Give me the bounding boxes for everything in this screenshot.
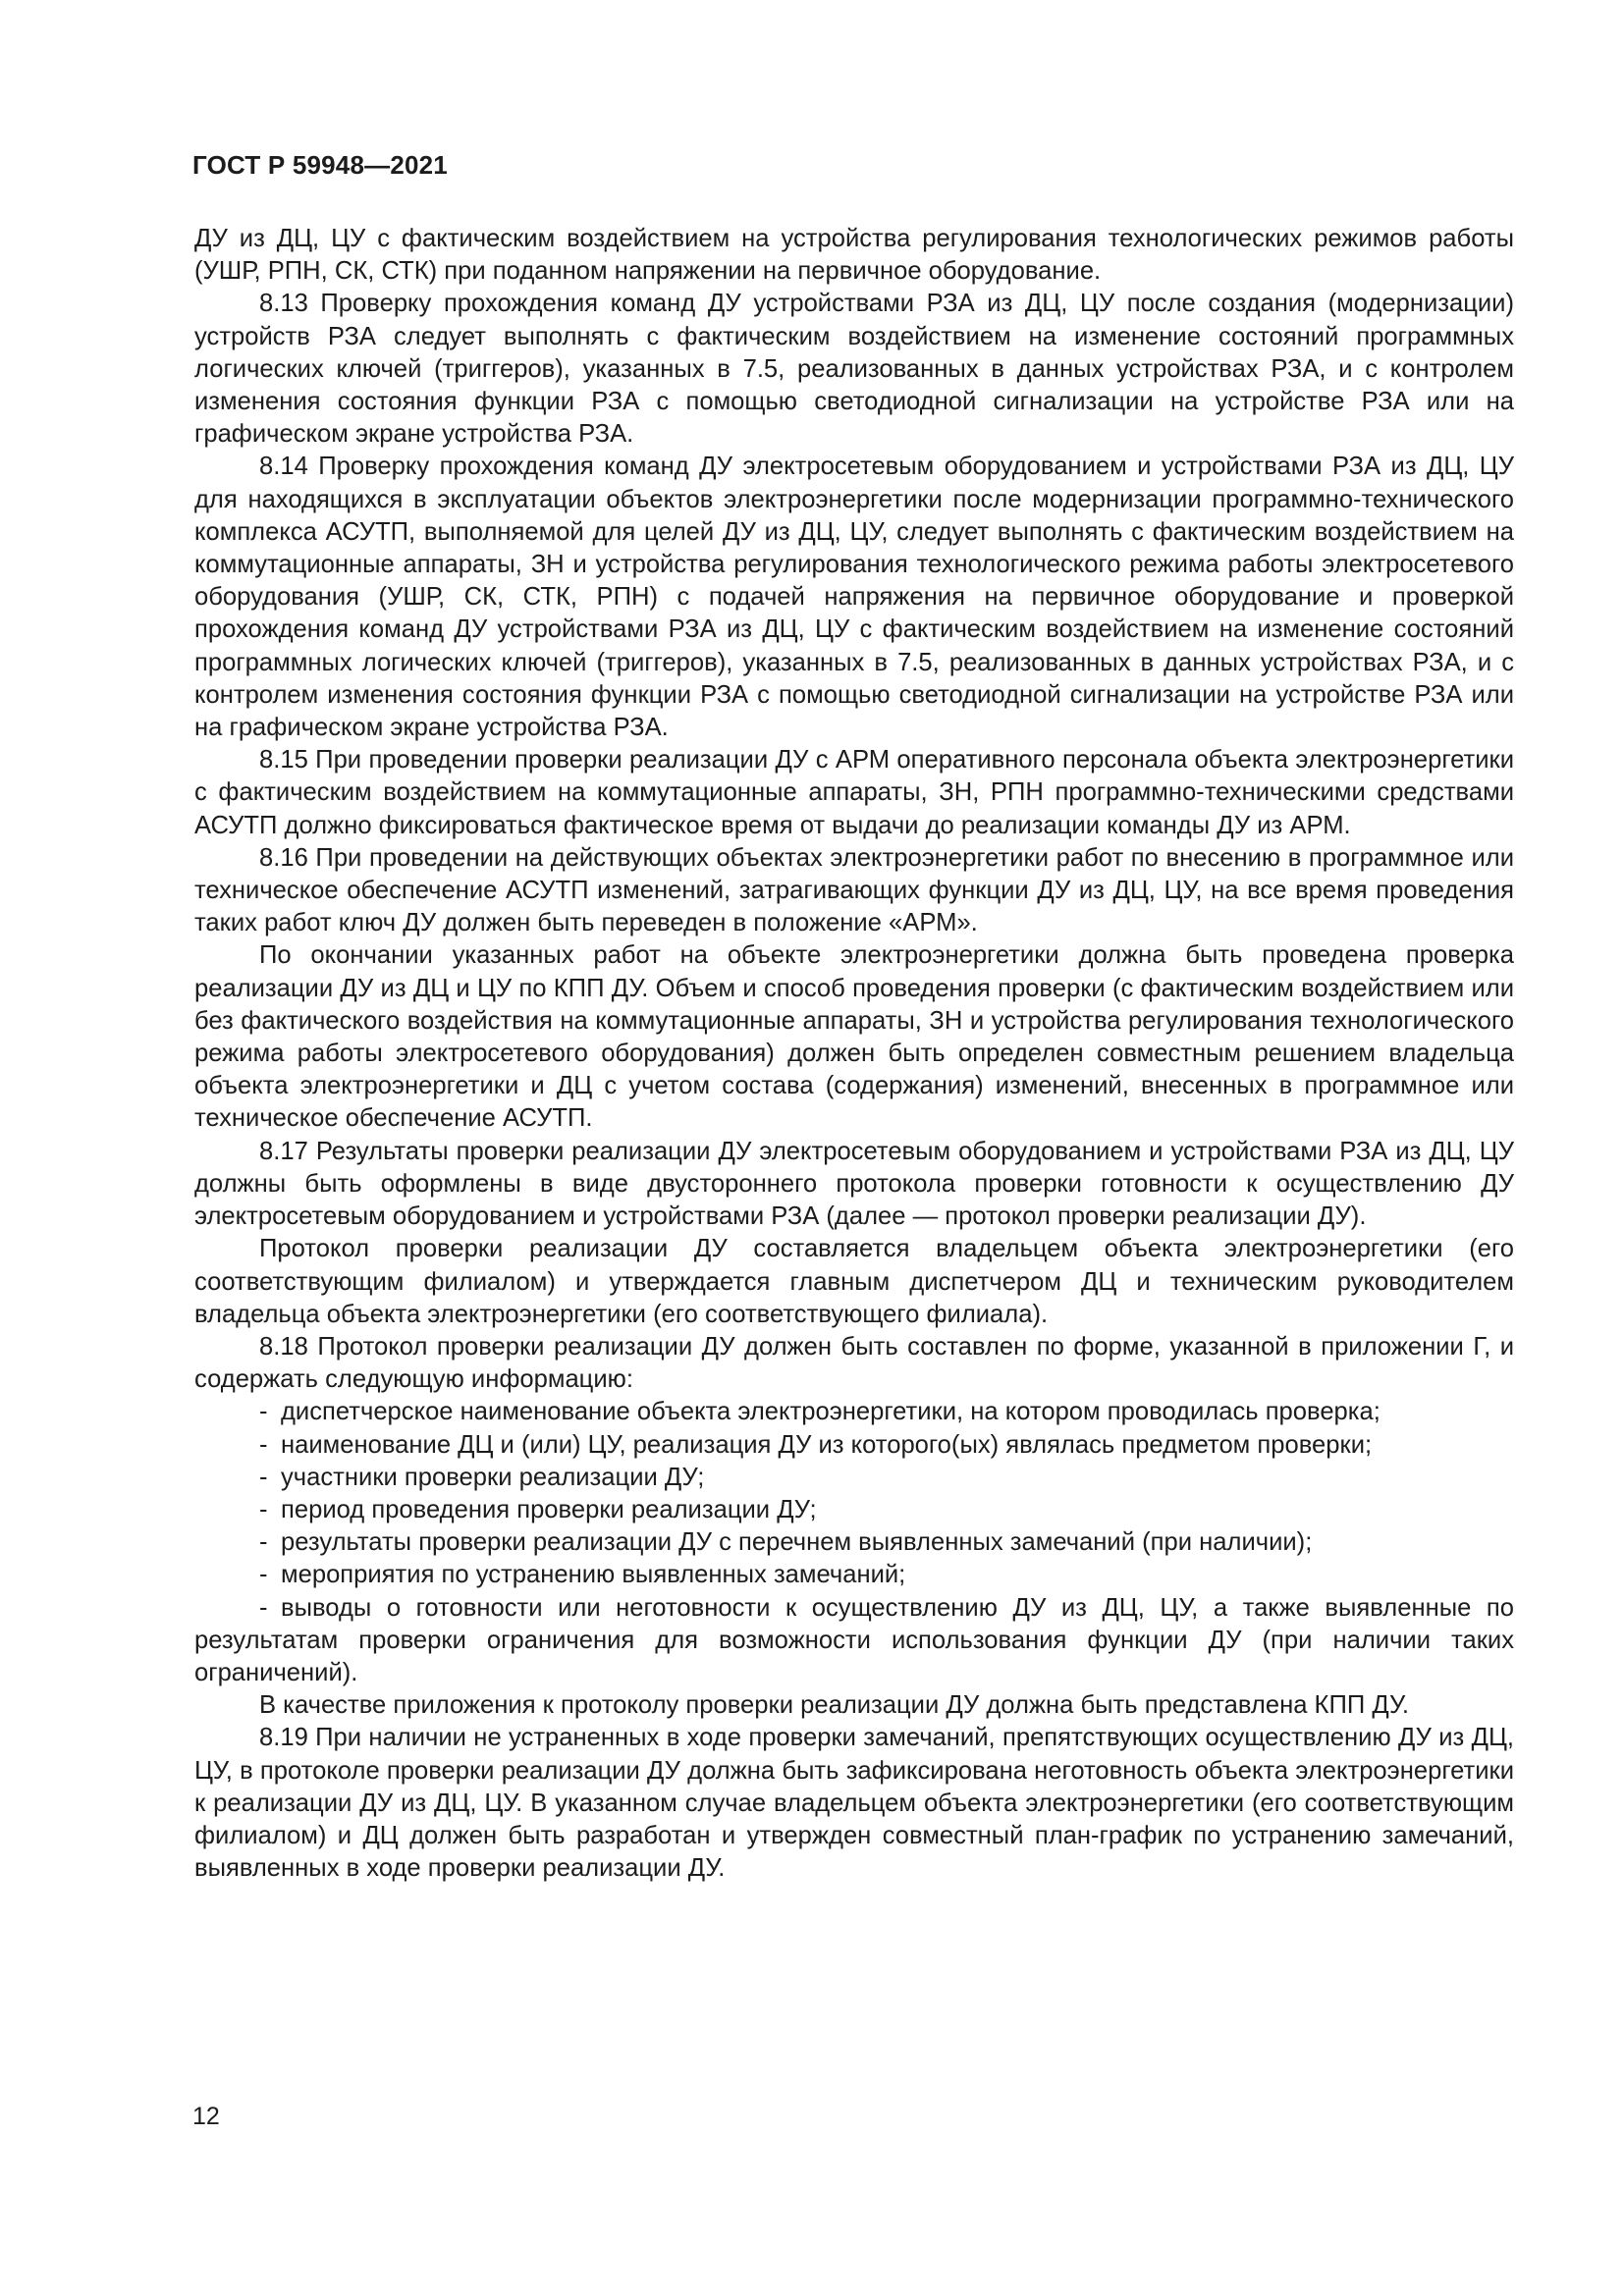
paragraph-8-19: 8.19 При наличии не устраненных в ходе проверки замечаний, препятствующих осуществлению ДУ из ДЦ, ЦУ, в протоколе проверки реализации ДУ должна быть зафиксирована неготовность объекта электроэнергетики к реализации ДУ из ДЦ, ЦУ. В указанном случае владельцем объекта электроэнергетики (его соответствующим филиалом) и ДЦ должен быть разработан и утвержден совместный план-график по устранению замечаний, выявленных в ходе проверки реализации ДУ. — [194, 1724, 1514, 1883]
list-dash: - — [259, 1398, 268, 1426]
paragraph-8-18: 8.18 Протокол проверки реализации ДУ должен быть составлен по форме, указанной в приложении Г, и содержать следующую информацию: — [194, 1332, 1514, 1394]
list-dash: - — [259, 1430, 268, 1459]
list-dash: - — [259, 1495, 268, 1523]
paragraph-8-13: 8.13 Проверку прохождения команд ДУ устройствами РЗА из ДЦ, ЦУ после создания (модернизации) устройств РЗА следует выполнять с фактическим воздействием на изменение состояний программных логических ключей (триггеров), указанных в 7.5, реализованных в данных устройствах РЗА, и с контролем изменения состояния функции РЗА с помощью светодиодной сигнализации на устройстве РЗА или на графическом экране устройства РЗА. — [194, 290, 1514, 449]
paragraph-8-16-continued: По окончании указанных работ на объекте электроэнергетики должна быть проведена проверка реализации ДУ из ДЦ и ЦУ по КПП ДУ. Объем и способ проведения проверки (с фактическим воздействием или без фактического воздействия на коммутационные аппараты, ЗН и устройства регулирования технологического режима работы электросетевого оборудования) должен быть определен совместным решением владельца объекта электроэнергетики и ДЦ с учетом состава (содержания) изменений, внесенных в программное или техническое обеспечение АСУТП. — [194, 941, 1514, 1133]
list-item-text: выводы о готовности или неготовности к осуществлению ДУ из ДЦ, ЦУ, а также выявленные по результатам проверки ограничения для возможности использования функции ДУ (при наличии таких ограничений). — [194, 1593, 1514, 1686]
list-item — [194, 1559, 1514, 1591]
list-item — [194, 1592, 1514, 1690]
list-dash: - — [259, 1561, 268, 1589]
document-header: ГОСТ Р 59948—2021 — [192, 150, 448, 180]
list-item — [194, 1396, 1514, 1428]
list-item — [194, 1494, 1514, 1526]
page-number: 12 — [192, 2103, 220, 2130]
paragraph-8-14: 8.14 Проверку прохождения команд ДУ электросетевым оборудованием и устройствами РЗА из ДЦ, ЦУ для находящихся в эксплуатации объектов электроэнергетики после модернизации программно-технического комплекса АСУТП, выполняемой для целей ДУ из ДЦ, ЦУ, следует выполнять с фактическим воздействием на коммутационные аппараты, ЗН и устройства регулирования технологического режима работы электросетевого оборудования (УШР, СК, СТК, РПН) с подачей напряжения на первичное оборудование и проверкой прохождения команд ДУ устройствами РЗА из ДЦ, ЦУ с фактическим воздействием на изменение состояний программных логических ключей (триггеров), указанных в 7.5, реализованных в данных устройствах РЗА, и с контролем изменения состояния функции РЗА с помощью светодиодной сигнализации на устройстве РЗА или на графическом экране устройства РЗА. — [194, 453, 1514, 742]
list-item-text: участники проверки реализации ДУ; — [281, 1463, 705, 1491]
list-item — [194, 1462, 1514, 1494]
list-item — [194, 1526, 1514, 1559]
list-item-text: результаты проверки реализации ДУ с перечнем выявленных замечаний (при наличии); — [281, 1528, 1313, 1557]
list-dash: - — [259, 1463, 268, 1491]
list-item-text: наименование ДЦ и (или) ЦУ, реализация ДУ из которого(ых) являлась предметом проверки; — [281, 1430, 1373, 1459]
protocol-contents-list — [194, 1396, 1514, 1689]
list-dash: - — [259, 1528, 268, 1557]
paragraph-protocol-approval: Протокол проверки реализации ДУ составляется владельцем объекта электроэнергетики (его соответствующим филиалом) и утверждается главным диспетчером ДЦ и техническим руководителем владельца объекта электроэнергетики (его соответствующего филиала). — [194, 1235, 1514, 1328]
list-item-text: диспетчерское наименование объекта электроэнергетики, на котором проводилась проверка; — [281, 1398, 1380, 1426]
list-dash: - — [259, 1593, 268, 1622]
paragraph-continuation: ДУ из ДЦ, ЦУ с фактическим воздействием на устройства регулирования технологических режимов работы (УШР, РПН, СК, СТК) при поданном напряжении на первичное оборудование. — [194, 225, 1514, 286]
list-item — [194, 1429, 1514, 1462]
paragraph-8-16: 8.16 При проведении на действующих объектах электроэнергетики работ по внесению в программное или техническое обеспечение АСУТП изменений, затрагивающих функции ДУ из ДЦ, ЦУ, на все время проведения таких работ ключ ДУ должен быть переведен в положение «АРМ». — [194, 843, 1514, 937]
paragraph-attachment: В качестве приложения к протоколу проверки реализации ДУ должна быть представлена КПП ДУ. — [259, 1691, 1409, 1720]
list-item-text: мероприятия по устранению выявленных замечаний; — [281, 1561, 906, 1589]
document-body — [194, 223, 1514, 1885]
list-item-text: период проведения проверки реализации ДУ; — [281, 1495, 817, 1523]
paragraph-8-15: 8.15 При проведении проверки реализации ДУ с АРМ оперативного персонала объекта электроэнергетики с фактическим воздействием на коммутационные аппараты, ЗН, РПН программно-техническими средствами АСУТП должно фиксироваться фактическое время от выдачи до реализации команды ДУ из АРМ. — [194, 746, 1514, 839]
paragraph-8-17: 8.17 Результаты проверки реализации ДУ электросетевым оборудованием и устройствами РЗА из ДЦ, ЦУ должны быть оформлены в виде двустороннего протокола проверки готовности к осуществлению ДУ электросетевым оборудованием и устройствами РЗА (далее — протокол проверки реализации ДУ). — [194, 1137, 1514, 1231]
